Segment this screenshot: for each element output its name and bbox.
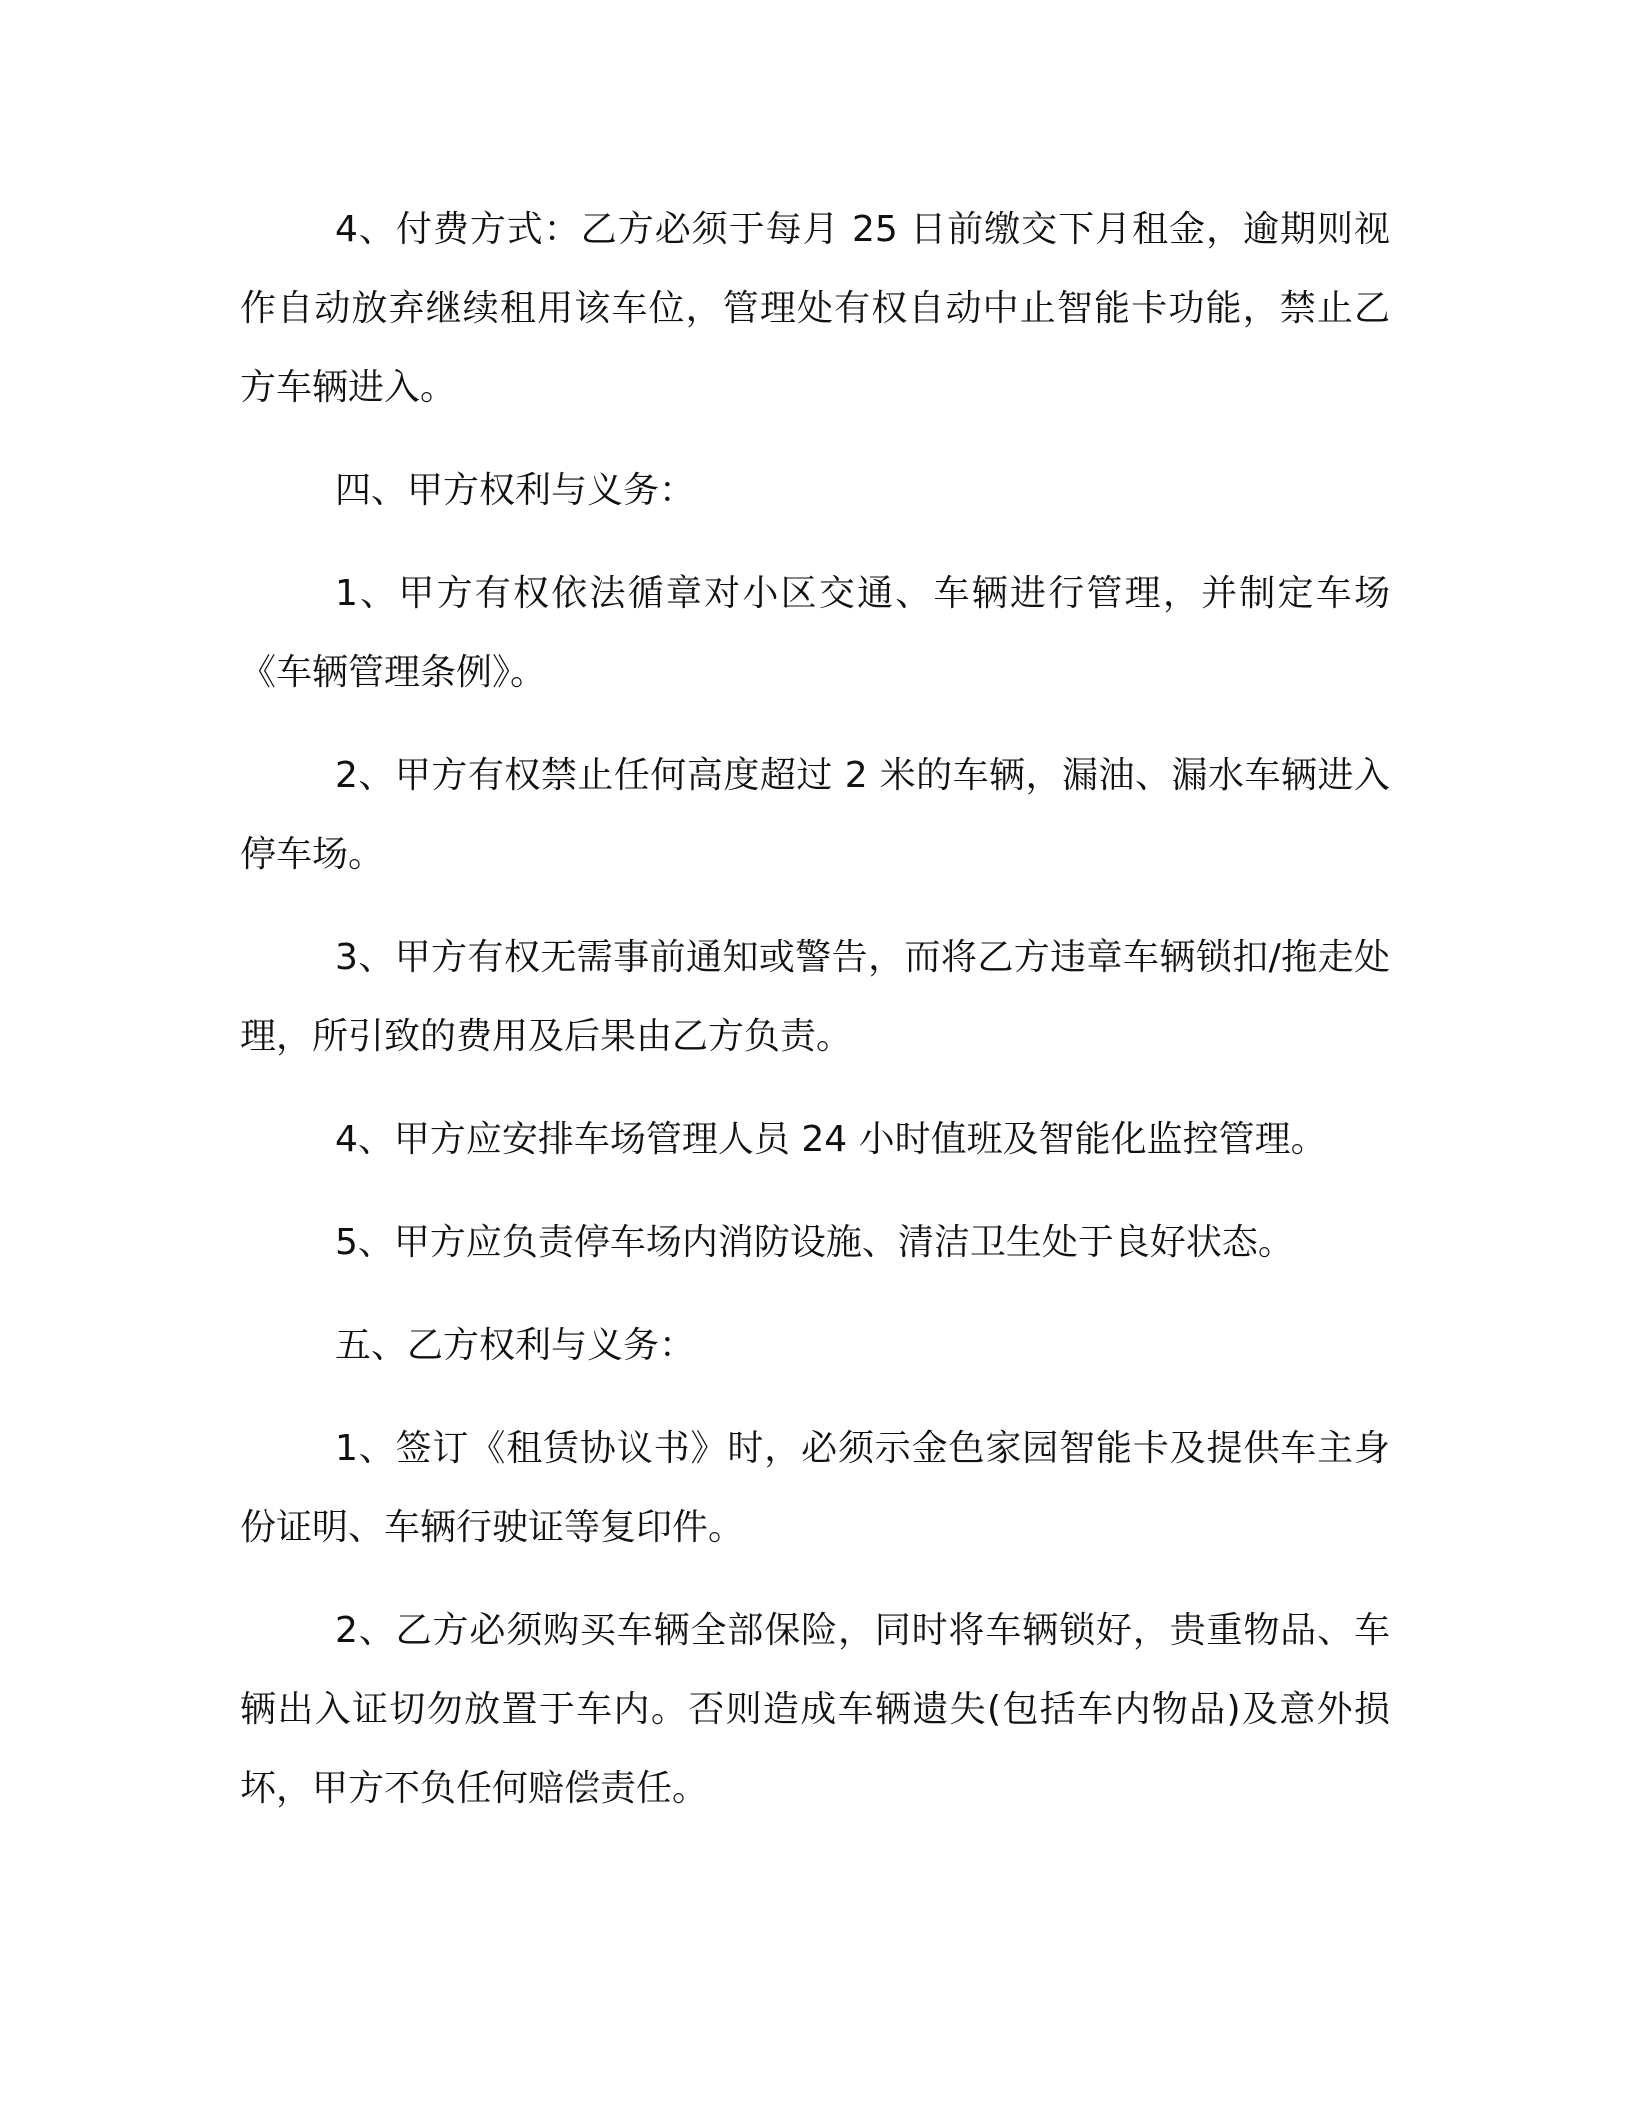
section-heading-party-b: 五、乙方权利与义务： bbox=[335, 1325, 696, 1366]
paragraph-party-a-item-4: 4、甲方应安排车场管理人员 24 小时值班及智能化监控管理。 bbox=[335, 1119, 1327, 1160]
section-heading-party-a: 四、甲方权利与义务： bbox=[335, 470, 696, 511]
paragraph-party-a-item-2: 2、甲方有权禁止任何高度超过 2 米的车辆，漏油、漏水车辆进入停车场。 bbox=[240, 755, 1390, 875]
document-body bbox=[240, 190, 1390, 1852]
paragraph-party-a-item-3: 3、甲方有权无需事前通知或警告，而将乙方违章车辆锁扣/拖走处理，所引致的费用及后果由乙方负责。 bbox=[240, 937, 1390, 1057]
paragraph-party-a-item-1: 1、甲方有权依法循章对小区交通、车辆进行管理，并制定车场《车辆管理条例》。 bbox=[240, 573, 1390, 693]
paragraph-party-b-item-2: 2、乙方必须购买车辆全部保险，同时将车辆锁好，贵重物品、车辆出入证切勿放置于车内。否则造成车辆遗失(包括车内物品)及意外损坏，甲方不负任何赔偿责任。 bbox=[240, 1610, 1390, 1809]
paragraph-payment-method: 4、付费方式：乙方必须于每月 25 日前缴交下月租金，逾期则视作自动放弃继续租用该车位，管理处有权自动中止智能卡功能，禁止乙方车辆进入。 bbox=[240, 209, 1390, 408]
paragraph-party-a-item-5: 5、甲方应负责停车场内消防设施、清洁卫生处于良好状态。 bbox=[335, 1222, 1294, 1263]
paragraph-party-b-item-1: 1、签订《租赁协议书》时，必须示金色家园智能卡及提供车主身份证明、车辆行驶证等复印件。 bbox=[240, 1428, 1390, 1548]
